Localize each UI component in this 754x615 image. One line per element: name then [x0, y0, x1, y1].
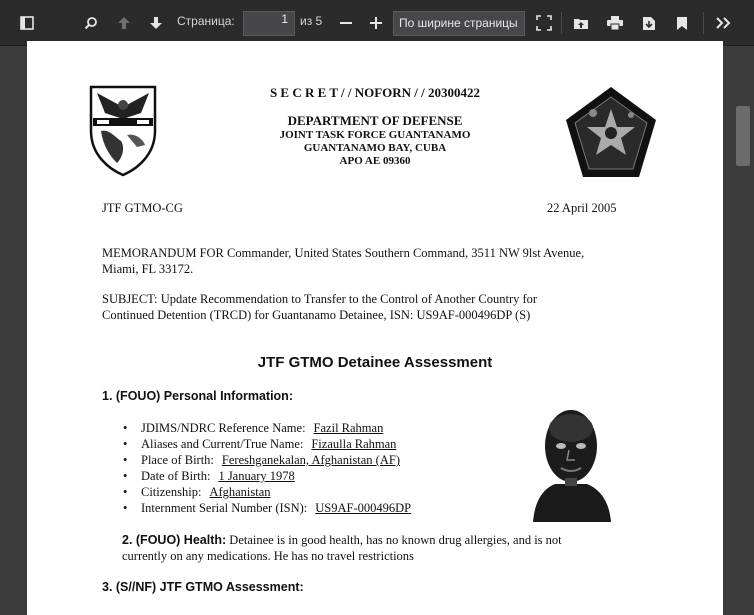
page-number-input[interactable]: [243, 11, 295, 36]
pdf-toolbar: [0, 0, 754, 46]
download-icon[interactable]: [636, 9, 662, 37]
field-value: Fizaulla Rahman: [311, 437, 397, 451]
section-3-heading: 3. (S//NF) JTF GTMO Assessment:: [102, 580, 304, 594]
pdf-page: [27, 41, 723, 615]
print-icon[interactable]: [602, 9, 628, 37]
field-label: Citizenship:: [141, 485, 202, 499]
detainee-photo: [525, 388, 617, 522]
zoom-select-value: По ширине страницы: [399, 16, 518, 30]
list-item: [123, 500, 411, 516]
field-value: US9AF-000496DP: [315, 501, 412, 515]
zoom-in-icon[interactable]: [363, 9, 389, 37]
fullscreen-icon[interactable]: [531, 9, 557, 37]
arrow-up-icon[interactable]: [111, 9, 137, 37]
field-value: Fereshganekalan, Afghanistan (AF): [221, 453, 400, 467]
scrollbar-thumb[interactable]: [736, 106, 750, 166]
memo-line-1: MEMORANDUM FOR Commander, United States Southern Command, 3511 NW 9lst Avenue,: [102, 246, 585, 260]
page-number-value: 1: [281, 12, 288, 26]
more-tools-icon[interactable]: [711, 9, 737, 37]
field-value: 1 January 1978: [218, 469, 295, 483]
section-2-line-2: currently on any medications. He has no travel restrictions: [122, 549, 414, 563]
subject-line-2: Continued Detention (TRCD) for Guantanamo Detainee, ISN: US9AF-000496DP (S): [102, 308, 531, 322]
vertical-scrollbar[interactable]: [732, 46, 754, 615]
page-count-label: из 5: [300, 14, 323, 28]
toolbar-separator: [561, 12, 562, 34]
field-label: Place of Birth:: [141, 453, 214, 467]
field-value: Afghanistan: [209, 485, 271, 499]
section-2-line-1: [122, 532, 562, 548]
jtf-name: JOINT TASK FORCE GUANTANAMO: [279, 129, 471, 141]
field-value: Fazil Rahman: [313, 421, 384, 435]
list-item: [123, 452, 411, 468]
section-1-heading: 1. (FOUO) Personal Information:: [102, 389, 293, 403]
field-label: Date of Birth:: [141, 469, 211, 483]
page-label: Страница:: [177, 14, 235, 28]
classification-header: S E C R E T / / NOFORN / / 20300422: [269, 85, 481, 100]
memo-date: 22 April 2005: [547, 201, 617, 215]
search-icon[interactable]: [78, 9, 104, 37]
zoom-out-icon[interactable]: [333, 9, 359, 37]
sidebar-toggle-icon[interactable]: [14, 9, 40, 37]
assessment-title: JTF GTMO Detainee Assessment: [257, 354, 493, 371]
open-file-icon[interactable]: [568, 9, 594, 37]
zoom-select[interactable]: [393, 11, 525, 36]
field-label: Internment Serial Number (ISN):: [141, 501, 308, 515]
field-label: Aliases and Current/True Name:: [141, 437, 304, 451]
location-line: GUANTANAMO BAY, CUBA: [303, 142, 447, 154]
department-title: DEPARTMENT OF DEFENSE: [287, 113, 463, 128]
list-item: [123, 436, 411, 452]
bookmark-icon[interactable]: [669, 9, 695, 37]
list-item: [123, 420, 411, 436]
personal-info-list: [123, 420, 411, 516]
list-item: [123, 484, 411, 500]
arrow-down-icon[interactable]: [143, 9, 169, 37]
office-code: JTF GTMO-CG: [102, 201, 183, 215]
subject-line-1: SUBJECT: Update Recommendation to Transfer to the Control of Another Country for: [102, 292, 538, 306]
list-item: [123, 468, 411, 484]
toolbar-separator: [703, 12, 704, 34]
field-label: JDIMS/NDRC Reference Name:: [141, 421, 306, 435]
apo-line: APO AE 09360: [339, 155, 411, 167]
section-2-text-1: Detainee is in good health, has no known drug allergies, and is not: [226, 533, 562, 547]
section-2-heading: 2. (FOUO) Health:: [122, 533, 227, 547]
memo-line-2: Miami, FL 33172.: [102, 262, 194, 276]
